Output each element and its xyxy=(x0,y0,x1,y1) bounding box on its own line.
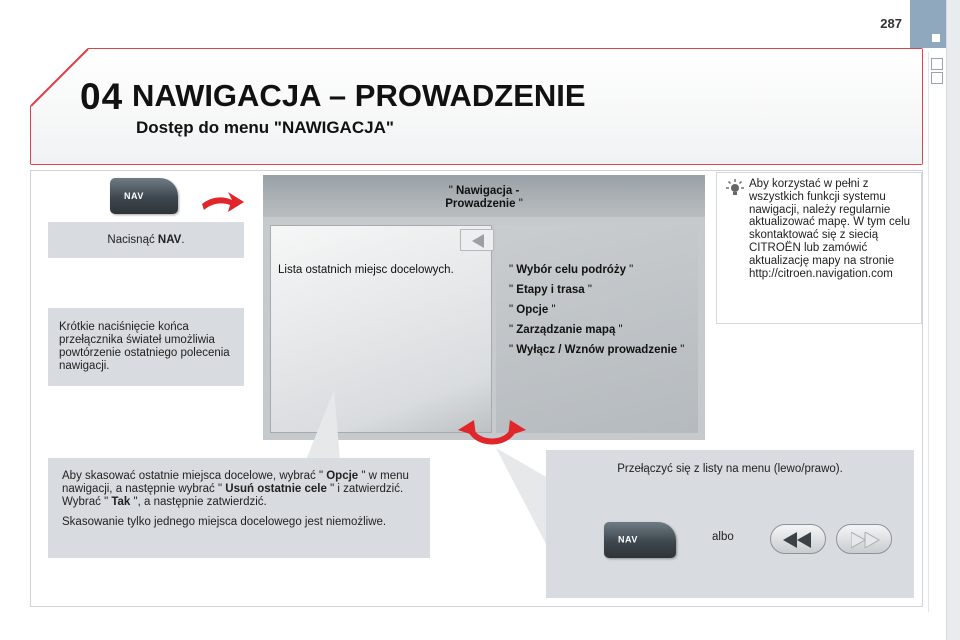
menu-quote: " xyxy=(509,324,517,336)
chapter-tab xyxy=(910,0,946,48)
page-side-strip xyxy=(946,0,960,640)
menu-quote: " xyxy=(584,284,592,296)
delete-destinations-text xyxy=(62,470,422,509)
menu-item-label: Wyłącz / Wznów prowadzenie xyxy=(516,344,678,356)
back-arrow-icon[interactable] xyxy=(460,229,494,251)
delete-destinations-note: Skasowanie tylko jednego miejsca docelowego jest niemożliwe. xyxy=(62,516,387,528)
short-press-box xyxy=(48,308,244,386)
red-curved-arrow-icon xyxy=(198,186,246,216)
press-nav-suffix: . xyxy=(181,234,185,246)
navigation-menu-list xyxy=(509,264,694,364)
screen-header-quote-close: " xyxy=(515,198,523,210)
chapter-number: 04 xyxy=(80,76,124,117)
menu-item-map-management[interactable] xyxy=(509,324,694,337)
chapter-tab-marker xyxy=(932,34,940,42)
page-title: NAWIGACJA – PROWADZENIE xyxy=(132,78,586,113)
callout-pointer-left xyxy=(262,390,352,460)
menu-quote: " xyxy=(509,344,517,356)
or-label: albo xyxy=(712,531,734,543)
switch-list-menu-box xyxy=(546,450,914,598)
fast-forward-glyph-icon xyxy=(851,532,881,548)
delete-text-options: Opcje xyxy=(326,470,359,482)
margin-box-1 xyxy=(931,58,943,70)
nav-button-icon xyxy=(604,522,676,558)
press-nav-prefix: Nacisnąć xyxy=(107,234,158,246)
recent-destinations-label: Lista ostatnich miejsc docelowych. xyxy=(278,264,454,276)
delete-destinations-box xyxy=(48,458,430,558)
menu-item-label: Wybór celu podróży xyxy=(516,264,626,276)
menu-item-label: Etapy i trasa xyxy=(516,284,585,296)
menu-item-label: Opcje xyxy=(516,304,549,316)
menu-quote: " xyxy=(509,304,517,316)
short-press-text: Krótkie naciśnięcie końca przełącznika świateł umożliwia powtórzenie ostatniego polecenia nawigacji. xyxy=(59,321,230,372)
nav-button-icon xyxy=(110,178,178,214)
menu-item-label: Zarządzanie mapą xyxy=(516,324,616,336)
menu-quote: " xyxy=(625,264,634,276)
menu-item-stop-resume[interactable] xyxy=(509,344,694,357)
press-nav-box xyxy=(48,222,244,258)
delete-text-part: ", a następnie zatwierdzić. xyxy=(130,496,267,508)
delete-text-remove: Usuń ostatnie cele xyxy=(225,483,327,495)
switch-list-menu-text: Przełączyć się z listy na menu (lewo/prawo). xyxy=(617,463,843,475)
page-subtitle: Dostęp do menu "NAWIGACJA" xyxy=(136,118,394,137)
delete-text-part: Aby skasować ostatnie miejsca docelowe, wybrać " xyxy=(62,470,327,482)
nav-button-label: NAV xyxy=(124,191,144,201)
menu-item-destination[interactable] xyxy=(509,264,694,277)
screen-header-quote-open: " xyxy=(448,185,456,197)
delete-text-yes: Tak xyxy=(111,496,131,508)
fast-forward-button-icon xyxy=(836,524,892,554)
margin-box-2 xyxy=(931,72,943,84)
delete-text-part: " w menu nawigacji, a następnie wybrać " xyxy=(62,470,409,495)
menu-item-stages-route[interactable] xyxy=(509,284,694,297)
menu-quote: " xyxy=(548,304,556,316)
screen-header-line1: Nawigacja - xyxy=(456,185,520,197)
rewind-button-icon xyxy=(770,524,826,554)
menu-item-options[interactable] xyxy=(509,304,694,317)
menu-quote: " xyxy=(509,264,517,276)
lightbulb-icon xyxy=(724,178,746,200)
tip-text: Aby korzystać w pełni z wszystkich funkcji systemu nawigacji, należy regularnie aktualizować mapę. W tym celu skontaktować się z siecią CITROËN lub zamówić aktualizację mapy na stronie http://citroen.navigation.com xyxy=(749,178,911,280)
nav-button-label: NAV xyxy=(618,534,638,545)
menu-quote: " xyxy=(509,284,517,296)
press-nav-text xyxy=(48,234,244,247)
screen-header-title xyxy=(263,185,705,211)
menu-quote: " xyxy=(615,324,623,336)
press-nav-key: NAV xyxy=(157,234,182,246)
page-number: 287 xyxy=(880,16,902,31)
delete-text-part: " i zatwierdzić. Wybrać " xyxy=(62,483,404,508)
rewind-glyph-icon xyxy=(783,532,813,548)
screen-header-line2: Prowadzenie xyxy=(445,198,516,210)
page-side-rule xyxy=(928,52,929,612)
menu-quote: " xyxy=(677,344,685,356)
